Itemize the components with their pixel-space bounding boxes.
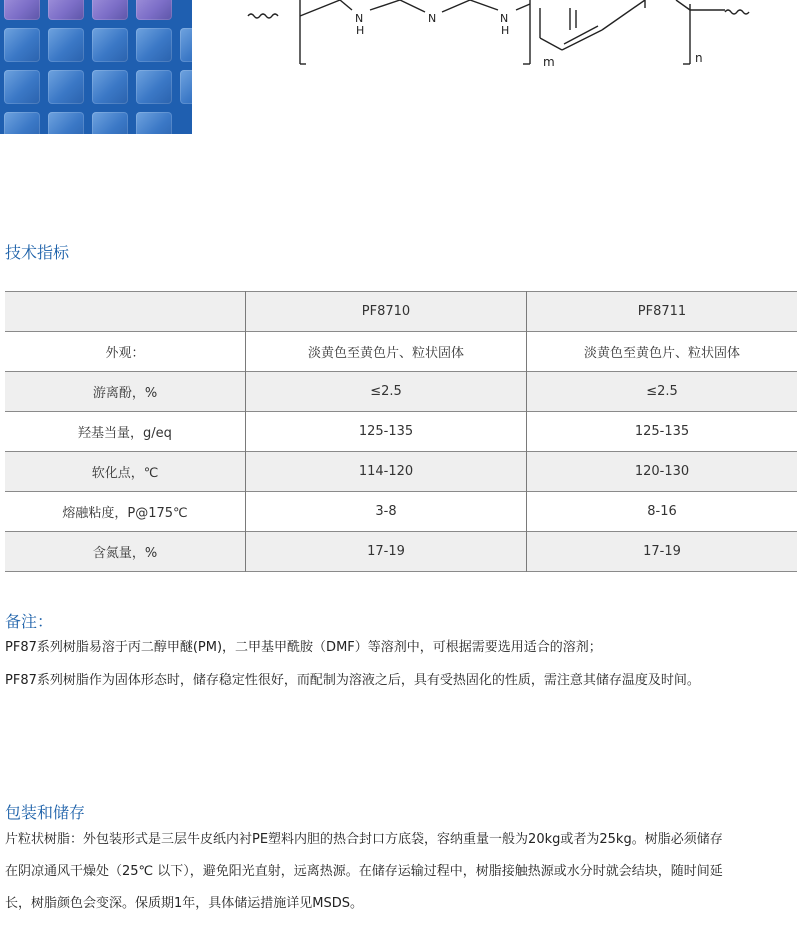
table-row bbox=[5, 412, 797, 452]
atom-n-3: N bbox=[500, 12, 509, 25]
row-value-pf8711: ≤2.5 bbox=[527, 372, 798, 412]
packaging-line-2: 在阴凉通风干燥处（25℃ 以下），避免阳光直射，远离热源。在储存运输过程中，树脂接触热源或水分时就会结块，随时间延 bbox=[5, 864, 723, 879]
notes-line-1: PF87系列树脂易溶于丙二醇甲醚(PM)，二甲基甲酰胺（DMF）等溶剂中，可根据需要选用适合的溶剂； bbox=[5, 640, 602, 655]
product-photo bbox=[0, 0, 192, 134]
subscript-n: n bbox=[695, 51, 703, 65]
row-value-pf8711: 125-135 bbox=[527, 412, 798, 452]
table-row bbox=[5, 532, 797, 572]
packaging-line-1: 片粒状树脂：外包装形式是三层牛皮纸内衬PE塑料内胆的热合封口方底袋，容纳重量一般为20kg或者为25kg。树脂必须储存 bbox=[5, 832, 723, 847]
row-label: 羟基当量，g/eq bbox=[78, 426, 172, 441]
spec-header-blank bbox=[5, 292, 246, 332]
notes-line-2: PF87系列树脂作为固体形态时，储存稳定性很好，而配制为溶液之后，具有受热固化的性质，需注意其储存温度及时间。 bbox=[5, 673, 700, 688]
row-value-pf8710: 淡黄色至黄色片、粒状固体 bbox=[246, 332, 527, 372]
table-row bbox=[5, 372, 797, 412]
row-label: 含氮量，% bbox=[5, 532, 246, 572]
row-value-pf8711: 8-16 bbox=[527, 492, 798, 532]
row-label: 熔融粘度，P@175℃ bbox=[62, 506, 188, 521]
chemical-structure bbox=[240, 0, 760, 72]
row-value-pf8710: 3-8 bbox=[246, 492, 527, 532]
row-value-pf8711: 17-19 bbox=[527, 532, 798, 572]
atom-h-1: H bbox=[356, 24, 365, 37]
row-label: 外观： bbox=[105, 346, 145, 361]
spec-header-pf8711: PF8711 bbox=[527, 292, 798, 332]
row-label: 游离酚，% bbox=[5, 372, 246, 412]
row-value-pf8711: 淡黄色至黄色片、粒状固体 bbox=[527, 332, 798, 372]
table-row bbox=[5, 492, 797, 532]
atom-h-3: H bbox=[501, 24, 510, 37]
packaging-section-title: 包装和储存 bbox=[5, 803, 86, 822]
atom-n-2: N bbox=[428, 12, 437, 25]
row-value-pf8710: 125-135 bbox=[246, 412, 527, 452]
table-row bbox=[5, 332, 797, 372]
notes-section-title: 备注： bbox=[5, 612, 54, 631]
row-label: 软化点，℃ bbox=[5, 452, 246, 492]
spec-table bbox=[5, 291, 797, 572]
subscript-m: m bbox=[543, 55, 555, 69]
spec-section-title: 技术指标 bbox=[5, 243, 70, 262]
atom-n-1: N bbox=[355, 12, 364, 25]
row-value-pf8710: ≤2.5 bbox=[246, 372, 527, 412]
packaging-line-3: 长，树脂颜色会变深。保质期1年，具体储运措施详见MSDS。 bbox=[5, 896, 364, 911]
table-row bbox=[5, 452, 797, 492]
row-value-pf8710: 17-19 bbox=[246, 532, 527, 572]
row-value-pf8711: 120-130 bbox=[527, 452, 798, 492]
row-value-pf8710: 114-120 bbox=[246, 452, 527, 492]
spec-header-row bbox=[5, 292, 797, 332]
spec-header-pf8710: PF8710 bbox=[246, 292, 527, 332]
